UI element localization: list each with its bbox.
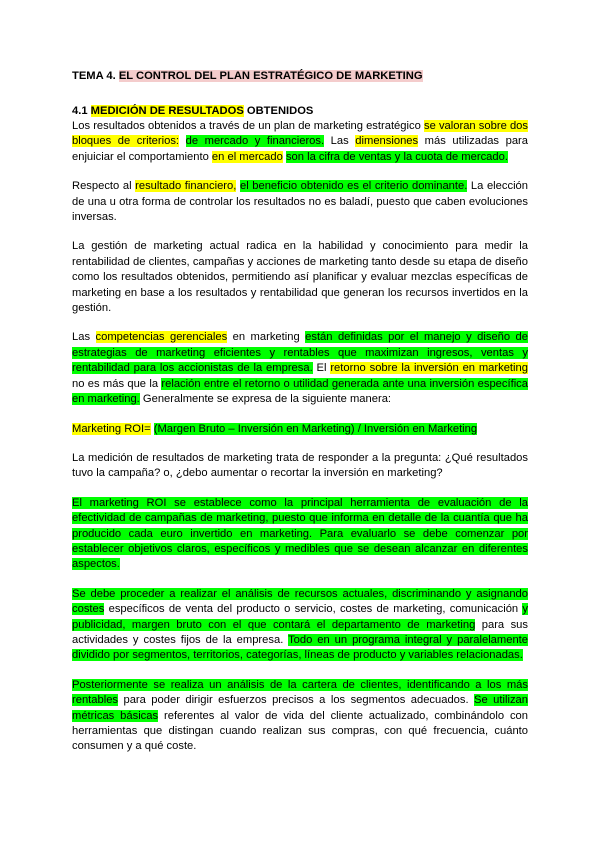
section-heading xyxy=(72,104,528,119)
body-text: específicos de venta del producto o servicio, costes de marketing, comunicación xyxy=(104,603,523,616)
chapter-title: EL CONTROL DEL PLAN ESTRATÉGICO DE MARKETING xyxy=(118,70,423,82)
highlighted-text: están definidas por el manejo y diseño de estrategias de marketing eficientes y rentables que maximizan ingresos, ventas y rentabilidad para los accionistas de la empresa. xyxy=(72,331,529,375)
body-text: La medición de resultados de marketing trata de responder a la pregunta: ¿Qué resultados tuvo la campaña? o, ¿debo aumentar o recortar la inversión en marketing? xyxy=(72,451,528,480)
highlighted-text: competencias gerenciales xyxy=(95,331,228,344)
section-title-rest: OBTENIDOS xyxy=(246,105,314,117)
highlighted-text: de mercado y financieros. xyxy=(185,135,325,148)
section-title-highlighted: MEDICIÓN DE RESULTADOS xyxy=(90,105,244,117)
highlighted-text: Marketing ROI= xyxy=(72,422,151,435)
body-paragraphs xyxy=(72,119,528,755)
body-text: en marketing xyxy=(227,331,306,344)
highlighted-text: dimensiones xyxy=(355,135,419,148)
body-text: El xyxy=(312,362,331,375)
paragraph xyxy=(72,239,528,316)
body-text: Generalmente se expresa de la siguiente manera: xyxy=(139,393,392,406)
body-text: para sus actividades y costes fijos de la empresa. xyxy=(72,618,528,646)
body-text: Respecto al xyxy=(72,180,136,193)
paragraph xyxy=(72,587,528,664)
highlighted-text: se valoran sobre dos bloques de criterios: xyxy=(72,120,528,148)
highlighted-text: y publicidad, margen bruto con el que contará el departamento de marketing xyxy=(72,603,528,631)
body-text: La elección de una u otra forma de controlar los resultados no es baladí, puesto que caben evoluciones inversas. xyxy=(72,180,529,224)
highlighted-text: relación entre el retorno o utilidad generada ante una inversión específica en marketing. xyxy=(72,377,528,406)
highlighted-text: el beneficio obtenido es el criterio dominante. xyxy=(239,180,468,193)
highlighted-text: Se debe proceder a realizar el análisis de recursos actuales, discriminando y asignando costes xyxy=(72,587,528,616)
highlighted-text: El marketing ROI se establece como la principal herramienta de evaluación de la efectividad de campañas de marketing, puesto que informa en detalle de la cuantía que ha producido cada euro invertido en marketing. Para evaluarlo se debe comenzar por establecer objetivos claros, específicos y medibles que se desean alcanzar en diferentes aspectos. xyxy=(72,496,528,571)
highlighted-text: resultado financiero, xyxy=(135,180,237,193)
body-text: Las xyxy=(72,331,96,344)
highlighted-text: Posteriormente se realiza un análisis de la cartera de clientes, identificando a los más rentables xyxy=(72,678,528,707)
body-text: referentes al valor de vida del cliente actualizado, combinándolo con herramientas que distingan cuando realizan sus compras, con qué frecuencia, cuánto consumen y a qué coste. xyxy=(72,709,528,753)
paragraph xyxy=(72,422,528,437)
highlighted-text: son la cifra de ventas y la cuota de mercado. xyxy=(285,150,508,163)
chapter-heading xyxy=(72,69,528,84)
paragraph xyxy=(72,330,528,407)
body-text: más utilizadas para enjuiciar el comportamiento xyxy=(72,135,528,163)
highlighted-text: Se utilizan métricas básicas xyxy=(72,694,528,722)
body-text xyxy=(179,135,186,147)
highlighted-text: Todo en un programa integral y paralelamente dividido por segmentos, territorios, categorías, líneas de producto y variables relacionadas. xyxy=(72,633,528,662)
paragraph xyxy=(72,179,528,225)
highlighted-text: retorno sobre la inversión en marketing xyxy=(330,362,528,375)
body-text: Los resultados obtenidos a través de un plan de marketing estratégico xyxy=(72,120,424,132)
body-text: para poder dirigir esfuerzos precisos a los segmentos adecuados. xyxy=(118,694,475,707)
body-text: Las xyxy=(324,135,356,148)
paragraph xyxy=(72,678,528,755)
section-number: 4.1 xyxy=(72,105,88,117)
paragraph xyxy=(72,496,528,573)
body-text: La gestión de marketing actual radica en la habilidad y conocimiento para medir la rentabilidad de clientes, campañas y acciones de marketing tanto desde su etapa de diseño como los resultados obtenidos, permitiendo así planificar y evaluar mezclas específicas de marketing en base a los resultados y rentabilidad que generan los recursos invertidos en la gestión. xyxy=(72,240,528,315)
highlighted-text: (Margen Bruto – Inversión en Marketing) / Inversión en Marketing xyxy=(153,422,478,435)
paragraph xyxy=(72,119,528,165)
highlighted-text: en el mercado xyxy=(211,150,283,163)
body-text: no es más que la xyxy=(72,377,162,390)
paragraph xyxy=(72,451,528,482)
document-content xyxy=(72,69,528,769)
chapter-label: TEMA 4. xyxy=(72,70,116,82)
